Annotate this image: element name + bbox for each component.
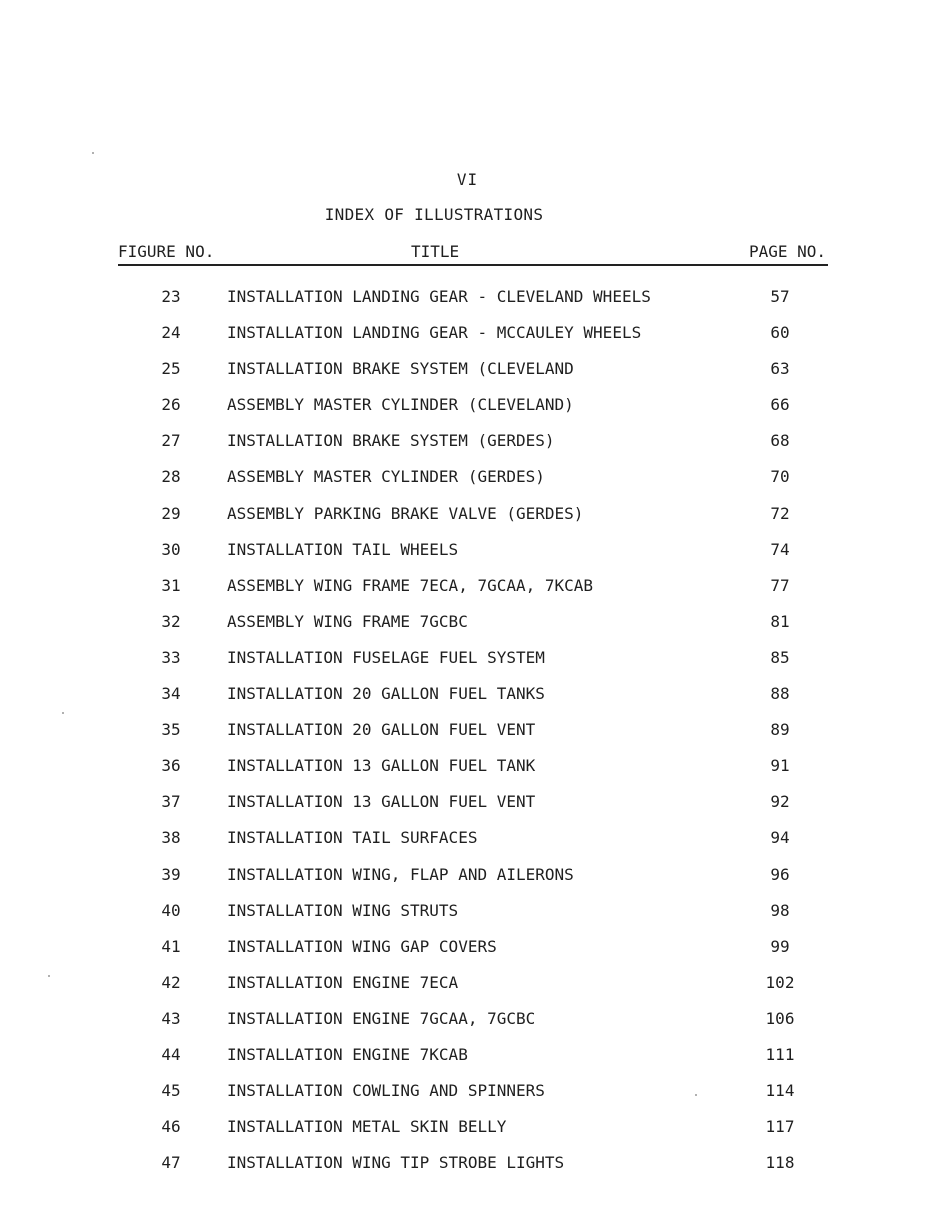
figure-title: ASSEMBLY WING FRAME 7ECA, 7GCAA, 7KCAB: [227, 575, 594, 595]
figure-number: 33: [161, 647, 181, 667]
figure-number: 40: [161, 900, 181, 920]
list-item: [0, 431, 935, 467]
figure-number: 30: [161, 539, 181, 559]
scan-speck: [48, 975, 50, 977]
figure-number: 42: [161, 972, 181, 992]
scan-speck: [695, 1094, 697, 1096]
figure-number: 27: [161, 431, 181, 451]
page-number: 111: [765, 1044, 795, 1064]
figure-title: INSTALLATION 20 GALLON FUEL VENT: [227, 720, 536, 740]
figure-title: INSTALLATION WING GAP COVERS: [227, 936, 497, 956]
list-item: [0, 756, 935, 792]
figure-title: INSTALLATION ENGINE 7ECA: [227, 972, 459, 992]
list-item: [0, 540, 935, 576]
figure-number: 28: [161, 467, 181, 487]
page-number: 91: [770, 756, 790, 776]
figure-title: INSTALLATION TAIL SURFACES: [227, 828, 478, 848]
list-item: [0, 720, 935, 756]
list-item: [0, 576, 935, 612]
figure-title: ASSEMBLY MASTER CYLINDER (CLEVELAND): [227, 395, 574, 415]
page-number: 77: [770, 575, 790, 595]
page-number: 117: [765, 1117, 795, 1137]
list-item: [0, 648, 935, 684]
figure-title: ASSEMBLY PARKING BRAKE VALVE (GERDES): [227, 503, 584, 523]
list-item: [0, 467, 935, 503]
figure-number: 29: [161, 503, 181, 523]
figure-number: 39: [161, 864, 181, 884]
list-item: [0, 1081, 935, 1117]
figure-number: 37: [161, 792, 181, 812]
page-number: 72: [770, 503, 790, 523]
scan-speck: [92, 152, 94, 154]
page-number: 98: [770, 900, 790, 920]
page-column-header: PAGE NO.: [748, 242, 826, 261]
list-item: [0, 937, 935, 973]
page-number: 74: [770, 539, 790, 559]
figure-title: INSTALLATION COWLING AND SPINNERS: [227, 1081, 545, 1101]
figure-title: INSTALLATION ENGINE 7KCAB: [227, 1044, 468, 1064]
scan-speck: [62, 712, 64, 714]
list-item: [0, 323, 935, 359]
index-heading: INDEX OF ILLUSTRATIONS: [324, 205, 544, 224]
figure-title: INSTALLATION 13 GALLON FUEL TANK: [227, 756, 536, 776]
figure-column-header: FIGURE NO.: [118, 242, 215, 261]
figure-number: 46: [161, 1117, 181, 1137]
list-item: [0, 973, 935, 1009]
figure-number: 31: [161, 575, 181, 595]
figure-title: INSTALLATION ENGINE 7GCAA, 7GCBC: [227, 1008, 536, 1028]
page-number: 57: [770, 287, 790, 306]
page-number: 66: [770, 395, 790, 415]
figure-title: INSTALLATION LANDING GEAR - MCCAULEY WHEELS: [227, 323, 642, 343]
page-number: 99: [770, 936, 790, 956]
title-column-header: TITLE: [411, 242, 460, 261]
page-number: 60: [770, 323, 790, 343]
figure-title: INSTALLATION 13 GALLON FUEL VENT: [227, 792, 536, 812]
figure-title: INSTALLATION BRAKE SYSTEM (GERDES): [227, 431, 555, 451]
page-number: 94: [770, 828, 790, 848]
figure-number: 36: [161, 756, 181, 776]
figure-title: INSTALLATION TAIL WHEELS: [227, 539, 459, 559]
list-item: [0, 1153, 935, 1189]
list-item: [0, 1009, 935, 1045]
figure-number: 47: [161, 1153, 181, 1173]
figure-number: 45: [161, 1081, 181, 1101]
figure-number: 43: [161, 1008, 181, 1028]
figure-title: INSTALLATION 20 GALLON FUEL TANKS: [227, 684, 545, 704]
list-item: [0, 901, 935, 937]
figure-number: 32: [161, 611, 181, 631]
section-number: VI: [456, 170, 479, 189]
page-number: 89: [770, 720, 790, 740]
figure-title: INSTALLATION WING TIP STROBE LIGHTS: [227, 1153, 565, 1173]
list-item: [0, 792, 935, 828]
page-number: 68: [770, 431, 790, 451]
list-item: [0, 395, 935, 431]
page-number: 92: [770, 792, 790, 812]
page-number: 114: [765, 1081, 795, 1101]
page-number: 118: [765, 1153, 795, 1173]
figure-number: 34: [161, 684, 181, 704]
figure-title: ASSEMBLY MASTER CYLINDER (GERDES): [227, 467, 545, 487]
page-number: 88: [770, 684, 790, 704]
figure-title: INSTALLATION WING, FLAP AND AILERONS: [227, 864, 574, 884]
figure-number: 41: [161, 936, 181, 956]
figure-number: 44: [161, 1044, 181, 1064]
figure-title: INSTALLATION BRAKE SYSTEM (CLEVELAND: [227, 359, 574, 379]
figure-title: INSTALLATION LANDING GEAR - CLEVELAND WHEELS: [227, 287, 651, 306]
figure-title: ASSEMBLY WING FRAME 7GCBC: [227, 611, 468, 631]
figure-title: INSTALLATION FUSELAGE FUEL SYSTEM: [227, 647, 545, 667]
list-item: [0, 359, 935, 395]
list-item: [0, 287, 935, 323]
list-item: [0, 865, 935, 901]
page-number: 96: [770, 864, 790, 884]
figure-number: 24: [161, 323, 181, 343]
figure-number: 35: [161, 720, 181, 740]
figure-number: 23: [161, 287, 181, 306]
figure-number: 25: [161, 359, 181, 379]
page-number: 63: [770, 359, 790, 379]
list-item: [0, 504, 935, 540]
figure-number: 38: [161, 828, 181, 848]
figure-title: INSTALLATION METAL SKIN BELLY: [227, 1117, 507, 1137]
list-item: [0, 612, 935, 648]
list-item: [0, 1045, 935, 1081]
page-number: 70: [770, 467, 790, 487]
page-number: 81: [770, 611, 790, 631]
figure-number: 26: [161, 395, 181, 415]
figure-title: INSTALLATION WING STRUTS: [227, 900, 459, 920]
page-number: 106: [765, 1008, 795, 1028]
illustration-index-list: [0, 287, 935, 1189]
page-number: 85: [770, 647, 790, 667]
list-item: [0, 1117, 935, 1153]
page-number: 102: [765, 972, 795, 992]
list-item: [0, 684, 935, 720]
column-header-row: [118, 242, 828, 266]
list-item: [0, 828, 935, 864]
